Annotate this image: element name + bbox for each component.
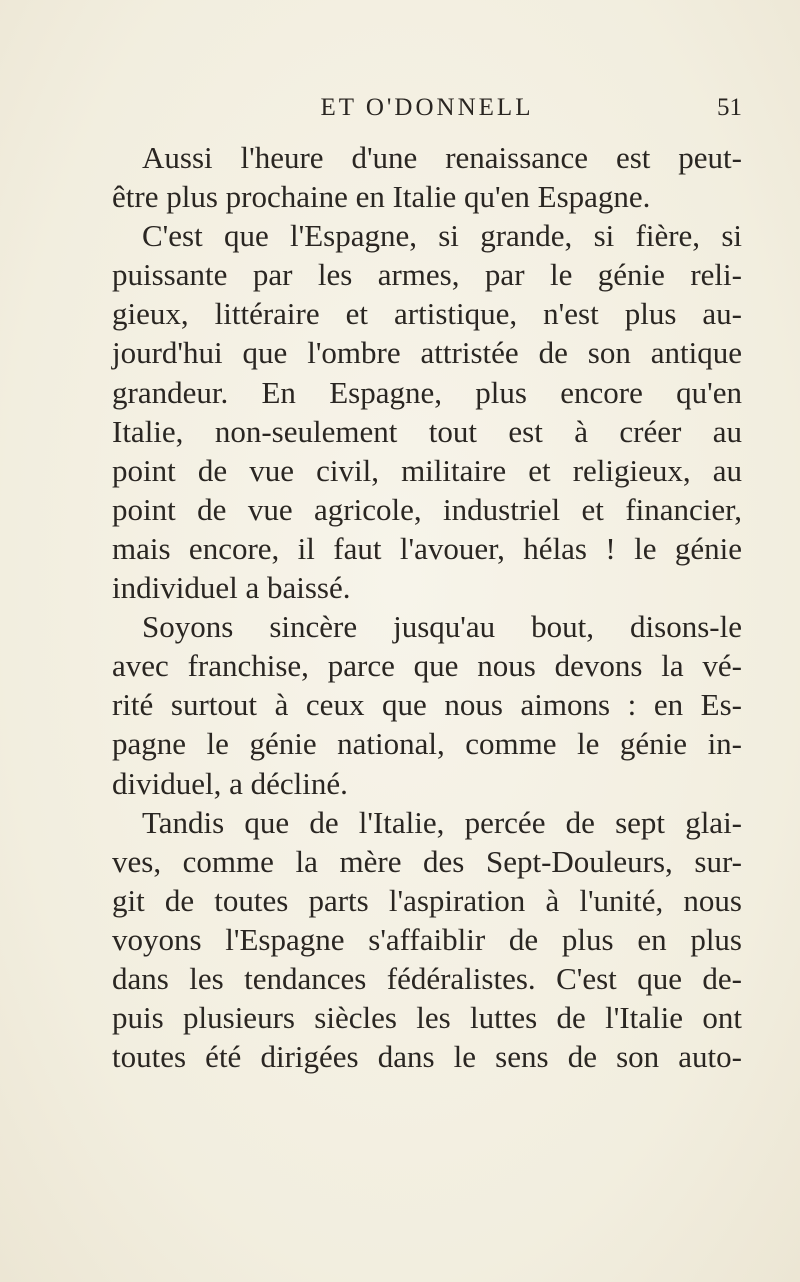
- text-line: individuel a baissé.: [112, 570, 351, 606]
- body-text: [112, 138, 742, 1076]
- text-line: toutes été dirigées dans le sens de son auto-: [112, 1039, 742, 1075]
- text-line: rité surtout à ceux que nous aimons : en Es-: [112, 687, 742, 723]
- text-line: avec franchise, parce que nous devons la vé-: [112, 648, 742, 684]
- text-line: C'est que l'Espagne, si grande, si fière, si: [142, 218, 742, 254]
- text-line: point de vue agricole, industriel et financier,: [112, 491, 742, 527]
- text-line: pagne le génie national, comme le génie in-: [112, 726, 742, 762]
- text-line: dividuel, a décliné.: [112, 765, 348, 801]
- text-line: Soyons sincère jusqu'au bout, disons-le: [142, 609, 742, 645]
- text-line: voyons l'Espagne s'affaiblir de plus en plus: [112, 921, 742, 957]
- text-line: mais encore, il faut l'avouer, hélas ! le génie: [112, 530, 742, 566]
- text-line: puissante par les armes, par le génie reli-: [112, 257, 742, 293]
- text-line: Italie, non-seulement tout est à créer au: [112, 413, 742, 449]
- text-line: puis plusieurs siècles les luttes de l'Italie ont: [112, 1000, 742, 1036]
- text-line: jourd'hui que l'ombre attristée de son antique: [112, 335, 742, 371]
- text-line: Aussi l'heure d'une renaissance est peut-: [142, 140, 742, 175]
- text-line: git de toutes parts l'aspiration à l'unité, nous: [112, 882, 742, 918]
- text-line: point de vue civil, militaire et religieux, au: [112, 452, 742, 488]
- text-line: grandeur. En Espagne, plus encore qu'en: [112, 374, 742, 410]
- running-head: ET O'DONNELL: [320, 94, 534, 121]
- text-line: ves, comme la mère des Sept-Douleurs, sur-: [112, 843, 742, 879]
- text-line: Tandis que de l'Italie, percée de sept glai-: [142, 804, 742, 840]
- page-number: 51: [717, 94, 742, 121]
- page-header: [112, 94, 742, 134]
- text-line: gieux, littéraire et artistique, n'est plus au-: [112, 296, 742, 332]
- text-line: être plus prochaine en Italie qu'en Espagne.: [112, 179, 651, 215]
- text-line: dans les tendances fédéralistes. C'est que de-: [112, 960, 742, 996]
